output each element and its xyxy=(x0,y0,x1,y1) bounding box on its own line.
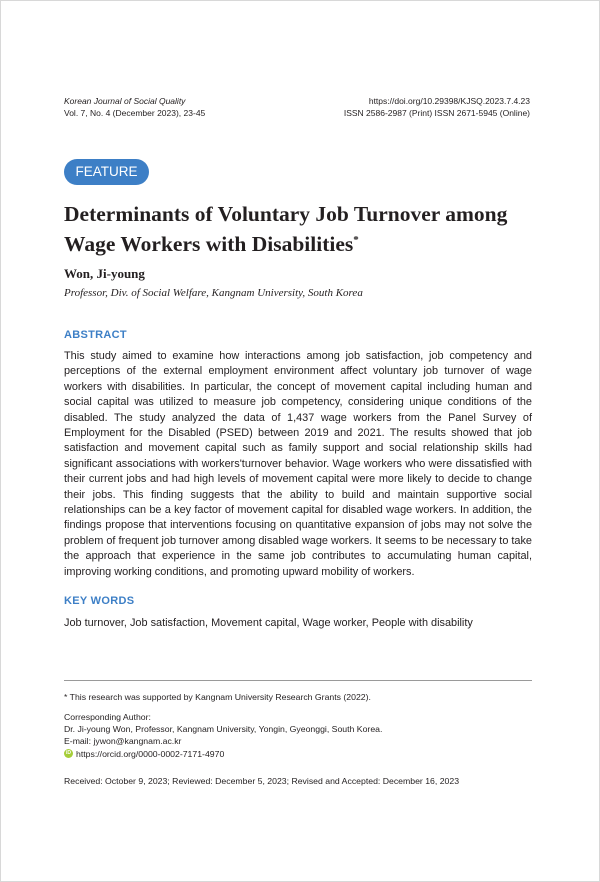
orcid-row xyxy=(64,748,382,760)
orcid-link[interactable]: https://orcid.org/0000-0002-7171-4970 xyxy=(76,748,225,759)
doi-link[interactable]: https://doi.org/10.29398/KJSQ.2023.7.4.23 xyxy=(368,96,530,106)
review-dates: Received: October 9, 2023; Reviewed: December 5, 2023; Revised and Accepted: December 16, 2023 xyxy=(64,776,460,786)
title-footnote-mark: * xyxy=(353,233,359,246)
title-text: Determinants of Voluntary Job Turnover among Wage Workers with Disabilities xyxy=(64,202,508,256)
keywords-list: Job turnover, Job satisfaction, Movement capital, Wage worker, People with disability xyxy=(64,617,473,629)
orcid-icon: iD xyxy=(66,750,71,757)
corresponding-detail: Dr. Ji-young Won, Professor, Kangnam University, Yongin, Gyeonggi, South Korea. xyxy=(64,724,383,735)
article-title xyxy=(64,199,544,259)
abstract-heading: ABSTRACT xyxy=(64,329,127,341)
volume-info: Vol. 7, No. 4 (December 2023), 23-45 xyxy=(64,108,206,118)
author-affiliation: Professor, Div. of Social Welfare, Kangnam University, South Korea xyxy=(64,287,363,299)
corresponding-email[interactable]: E-mail: jywon@kangnam.ac.kr xyxy=(64,736,182,747)
journal-header xyxy=(64,95,205,119)
corresponding-author-block xyxy=(64,711,382,760)
publication-info xyxy=(344,95,530,119)
author-name: Won, Ji-young xyxy=(64,266,145,281)
abstract-body: This study aimed to examine how interactions among job satisfaction, job competency and perceptions of the external employment environment affect voluntary job turnover of wage workers with disabilities. In particular, the concept of movement capital including human and social capital was utilized to measure job competency, considering unique conditions of the disabled. The study analyzed the data of 1,437 wage workers from the Panel Survey of Employment for the Disabled (PSED) between 2019 and 2021. The results showed that job satisfaction and movement capital such as family support and social relationship skills had significant associations with workers'turnover behavior. Wage workers who were dissatisfied with their current jobs and had high levels of movement capital were more likely to decide to change their jobs. This finding suggests that the ability to build and maintain supportive social relationships can be a key factor of movement capital for disabled wage workers. In addition, the findings propose that interventions focusing on quantitative expansion of jobs may not solve the problem of frequent job turnover among disabled wage workers. It seems to be necessary to take the approach that experience in the same job contributes to accumulating human capital, improving working conditions, and promoting upward mobility of workers. xyxy=(64,350,532,578)
funding-footnote: * This research was supported by Kangnam University Research Grants (2022). xyxy=(64,692,371,702)
feature-badge: FEATURE xyxy=(64,159,149,185)
footnote-divider xyxy=(64,680,532,681)
keywords-heading: KEY WORDS xyxy=(64,595,135,607)
corresponding-label: Corresponding Author: xyxy=(64,712,151,722)
journal-name: Korean Journal of Social Quality xyxy=(64,96,186,106)
issn-info: ISSN 2586-2987 (Print) ISSN 2671-5945 (Online) xyxy=(343,108,530,118)
